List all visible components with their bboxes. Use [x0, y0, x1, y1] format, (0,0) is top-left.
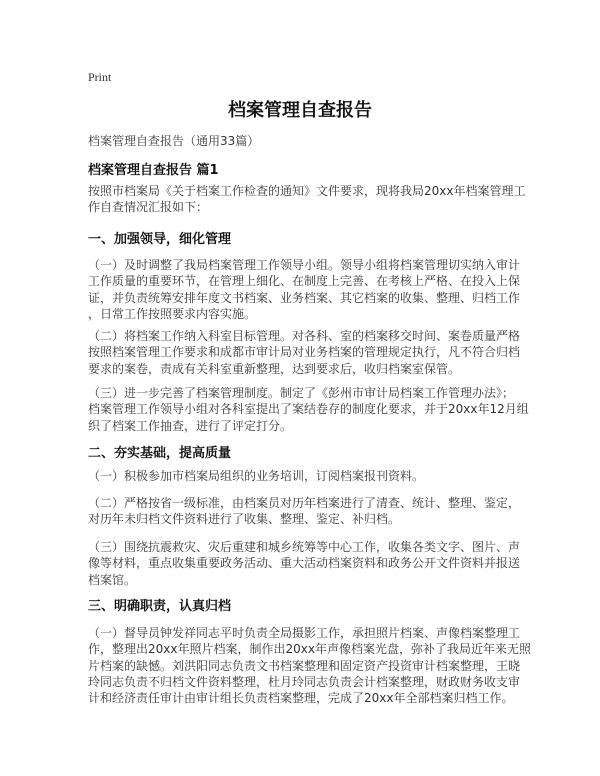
paragraph: [88, 385, 528, 434]
paragraph-line: 档案馆。: [88, 572, 137, 587]
paragraph: [88, 328, 528, 377]
paragraph-line: 作，整理出20xx年照片档案，制作出20xx年声像档案光盘，弥补了我局近年来无照: [88, 642, 531, 657]
paragraph-line: （一）督导员钟发祥同志平时负责全局摄影工作，承担照片档案、声像档案整理工: [88, 626, 521, 640]
paragraph-line: 玲同志负责不归档文件资料整理，杜月玲同志负责会计档案整理，财政财务收支审: [88, 674, 521, 689]
paragraph-line: （三）围绕抗震救灾、灾后重建和城乡统筹等中心工作，收集各类文字、图片、声: [88, 540, 521, 554]
paragraph: [88, 625, 531, 706]
paragraph-line: （一）积极参加市档案局组织的业务培训，订阅档案报刊资料。: [88, 469, 425, 483]
paragraph-line: 证，并负责统筹安排年度文书档案、业务档案、其它档案的收集、整理、归档工作: [88, 290, 521, 305]
paragraph: [88, 257, 528, 322]
paragraph: [88, 468, 528, 484]
paragraph-line: 像等材料，重点收集重要政务活动、重大活动档案资料和政务公开文件资料并报送: [88, 556, 521, 571]
paragraph-line: （一）及时调整了我局档案管理工作领导小组。领导小组将档案管理切实纳入审计: [88, 258, 521, 272]
paragraph-line: 织了档案工作抽查，进行了评定打分。: [88, 418, 293, 433]
intro-paragraph: [88, 183, 528, 216]
paragraph-line: （二）将档案工作纳入科室目标管理。对各科、室的档案移交时间、案卷质量严格: [88, 329, 521, 343]
paragraph-line: ，日常工作按照要求内容实施。: [88, 306, 257, 321]
paragraph-line: 计和经济责任审计由审计组长负责档案整理，完成了20xx年全部档案归档工作。: [88, 691, 514, 706]
heading-3: 三、明确职责，认真归档: [88, 599, 232, 614]
paragraph-line: 对历年未归档文件资料进行了收集、整理、鉴定、补归档。: [88, 512, 401, 527]
heading-1: 一、加强领导，细化管理: [88, 232, 232, 247]
paragraph-line: 片档案的缺憾。刘洪阳同志负责文书档案整理和固定资产投资审计档案整理，王晓: [88, 658, 521, 673]
paragraph-line: 要求的案卷，责成有关科室重新整理，达到要求后，收归档案室保管。: [88, 361, 461, 376]
section-title: 档案管理自查报告 篇1: [88, 163, 219, 178]
paragraph-line: （二）严格按省一级标准，由档案员对历年档案进行了清查、统计、整理、鉴定，: [88, 496, 521, 510]
paragraph: [88, 539, 528, 588]
print-label[interactable]: Print: [88, 70, 112, 84]
paragraph-line: （三）进一步完善了档案管理制度。制定了《彭州市审计局档案工作管理办法》；: [88, 386, 515, 400]
paragraph-line: 作自查情况汇报如下：: [88, 200, 209, 215]
paragraph-line: 档案管理工作领导小组对各科室提出了案结卷存的制度化要求，并于20xx年12月组: [88, 402, 529, 417]
paragraph-line: 按照市档案局《关于档案工作检查的通知》文件要求，现将我局20xx年档案管理工: [88, 184, 526, 198]
paragraph-line: 按照档案管理工作要求和成都市审计局对业务档案的管理规定执行，凡不符合归档: [88, 345, 521, 360]
heading-2: 二、夯实基础，提高质量: [88, 446, 232, 461]
paragraph: [88, 495, 528, 528]
paragraph-line: 工作质量的重要环节，在管理上细化、在制度上完善、在考核上严格、在投入上保: [88, 274, 521, 289]
document-title: 档案管理自查报告: [228, 100, 372, 121]
subtitle-text: 档案管理自查报告（通用33篇）: [88, 134, 260, 148]
subtitle: [88, 133, 528, 149]
